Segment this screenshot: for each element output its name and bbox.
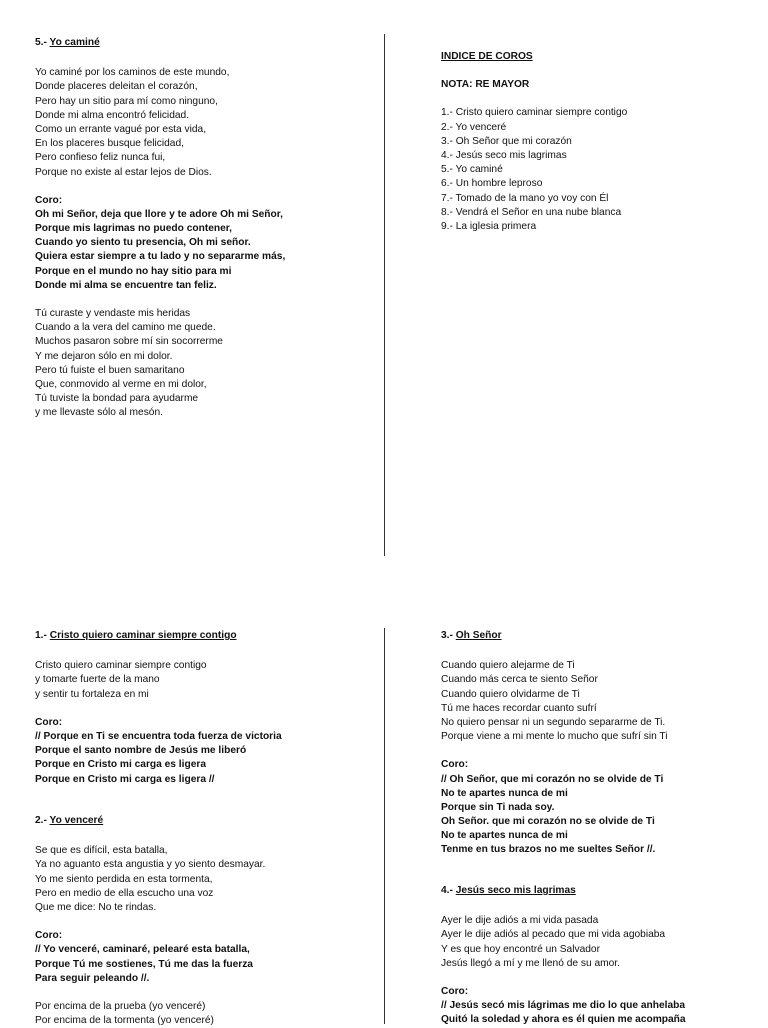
lyric-line: Oh mi Señor, deja que llore y te adore Oh mi Señor, (35, 208, 283, 220)
index-item: 2.- Yo venceré (441, 121, 507, 133)
chorus (441, 758, 668, 857)
lyric-line: Quiera estar siempre a tu lado y no separarme más, (35, 251, 286, 263)
index-item: 8.- Vendrá el Señor en una nube blanca (441, 206, 622, 218)
lyric-line: Tú me haces recordar cuanto sufrí (441, 702, 597, 714)
verse (441, 914, 686, 971)
lyric-line: Cuando más cerca te siento Señor (441, 674, 598, 686)
chorus-label: Coro: (441, 759, 469, 771)
lyric-line: Porque Tú me sostienes, Tú me das la fuerza (35, 958, 253, 970)
lyric-line: // Jesús secó mis lágrimas me dio lo que anhelaba (441, 1000, 686, 1012)
lyric-line: Porque en el mundo no hay sitio para mi (35, 265, 232, 277)
lyric-line: Porque no existe al estar lejos de Dios. (35, 166, 212, 178)
chorus (441, 985, 686, 1028)
lyric-line: Tú tuviste la bondad para ayudarme (35, 393, 199, 405)
lyric-line: Donde placeres deleitan el corazón, (35, 81, 198, 93)
lyric-line: y sentir tu fortaleza en mi (35, 688, 149, 700)
index-item: 9.- La iglesia primera (441, 220, 537, 232)
lyric-line: Ayer le dije adiós al pecado que mi vida agobiaba (441, 929, 666, 941)
lyric-line: Que, conmovido al verme en mi dolor, (35, 378, 207, 390)
lyric-line: Oh Señor. que mi corazón no se olvide de Ti (441, 816, 655, 828)
song-yo-vencere (35, 814, 265, 1028)
lyric-line: // Porque en Ti se encuentra toda fuerza de victoria (35, 730, 282, 742)
lyric-line: Tú curaste y vendaste mis heridas (35, 308, 191, 320)
lyric-line: Donde mi alma encontró felicidad. (35, 109, 190, 121)
lyric-line: Por encima de la prueba (yo venceré) (35, 1000, 206, 1012)
song-title: 1.- Cristo quiero caminar siempre contigo (35, 630, 237, 641)
lyric-line: Pero confieso feliz nunca fui, (35, 152, 166, 164)
index-item: 1.- Cristo quiero caminar siempre contigo (441, 107, 628, 119)
lyric-line: // Yo venceré, caminaré, pelearé esta batalla, (35, 944, 250, 956)
lyric-line: Yo me siento perdida en esta tormenta, (35, 873, 213, 885)
lyric-line: Porque el santo nombre de Jesús me liberó (35, 745, 247, 757)
lyric-line: Como un errante vagué por esta vida, (35, 123, 207, 135)
chorus-label: Coro: (35, 930, 63, 942)
song-oh-senor (441, 629, 668, 858)
lyric-line: y me llevaste sólo al mesón. (35, 407, 163, 419)
song-yo-camine (35, 36, 285, 421)
lyric-line: Cuando quiero alejarme de Ti (441, 660, 575, 672)
chorus (35, 716, 282, 787)
lyric-line: Y es que hoy encontré un Salvador (441, 943, 600, 955)
column-divider-top (384, 34, 385, 556)
column-divider-bottom (384, 628, 385, 1024)
chorus-label: Coro: (441, 985, 469, 997)
lyric-line: Se que es difícil, esta batalla, (35, 845, 168, 857)
lyric-line: Tenme en tus brazos no me sueltes Señor //. (441, 844, 656, 856)
index-item: 3.- Oh Señor que mi corazón (441, 135, 572, 147)
index-item: 6.- Un hombre leproso (441, 178, 543, 190)
lyric-line: No quiero pensar ni un segundo separarme de Ti. (441, 716, 666, 728)
lyric-line: Donde mi alma se encuentre tan feliz. (35, 279, 217, 291)
verse (35, 659, 282, 702)
lyric-line: Pero hay un sitio para mí como ninguno, (35, 95, 218, 107)
lyric-line: Muchos pasaron sobre mí sin socorrerme (35, 336, 223, 348)
song-cristo-quiero (35, 629, 282, 787)
lyric-line: Cuando quiero olvidarme de Ti (441, 688, 580, 700)
verse (35, 66, 285, 180)
lyric-line: Porque en Cristo mi carga es ligera // (35, 773, 215, 785)
lyric-line: No te apartes nunca de mi (441, 830, 568, 842)
index-title: INDICE DE COROS (441, 51, 533, 62)
index-note: NOTA: RE MAYOR (441, 79, 530, 91)
lyric-line: Y me dejaron sólo en mi dolor. (35, 350, 173, 362)
lyric-line: Cuando a la vera del camino me quede. (35, 322, 216, 334)
chorus-label: Coro: (35, 716, 63, 728)
chorus-label: Coro: (35, 194, 63, 206)
lyric-line: Porque mis lagrimas no puedo contener, (35, 223, 232, 235)
index-list (441, 106, 627, 234)
lyric-line: Pero en medio de ella escucho una voz (35, 887, 214, 899)
lyric-line: Porque en Cristo mi carga es ligera (35, 759, 206, 771)
index-item: 7.- Tomado de la mano yo voy con Él (441, 192, 609, 204)
song-title: 4.- Jesús seco mis lagrimas (441, 885, 576, 896)
lyric-line: Para seguir peleando //. (35, 972, 150, 984)
lyric-line: y tomarte fuerte de la mano (35, 674, 160, 686)
lyric-line: Porque viene a mi mente lo mucho que sufrí sin Ti (441, 731, 668, 743)
lyric-line: // Oh Señor, que mi corazón no se olvide de Ti (441, 773, 664, 785)
verse (35, 844, 265, 915)
song-title: 3.- Oh Señor (441, 630, 502, 641)
verse (441, 659, 668, 744)
chorus (35, 194, 285, 293)
lyric-line: Jesús llegó a mí y me llenó de su amor. (441, 957, 620, 969)
lyric-line: Quitó la soledad y ahora es él quien me acompaña (441, 1014, 686, 1026)
index-item: 5.- Yo caminé (441, 164, 503, 176)
lyric-line: Cristo quiero caminar siempre contigo (35, 660, 207, 672)
verse (35, 307, 285, 421)
lyric-line: Por encima de la tormenta (yo venceré) (35, 1015, 214, 1027)
lyric-line: Cuando yo siento tu presencia, Oh mi señor. (35, 237, 251, 249)
index-item: 4.- Jesús seco mis lagrimas (441, 149, 567, 161)
lyric-line: Porque sin Ti nada soy. (441, 801, 555, 813)
song-title: 2.- Yo venceré (35, 815, 104, 826)
lyric-line: Que me dice: No te rindas. (35, 901, 157, 913)
lyric-line: Ayer le dije adiós a mi vida pasada (441, 915, 599, 927)
chorus (35, 929, 265, 986)
lyric-line: No te apartes nunca de mi (441, 787, 568, 799)
lyric-line: Pero tú fuiste el buen samaritano (35, 364, 185, 376)
lyric-line: Ya no aguanto esta angustia y yo siento desmayar. (35, 859, 266, 871)
song-title: 5.- Yo caminé (35, 37, 100, 48)
lyric-line: Yo caminé por los caminos de este mundo, (35, 67, 230, 79)
index-of-choruses (441, 50, 627, 234)
lyric-line: En los placeres busque felicidad, (35, 138, 184, 150)
song-jesus-seco (441, 884, 686, 1028)
